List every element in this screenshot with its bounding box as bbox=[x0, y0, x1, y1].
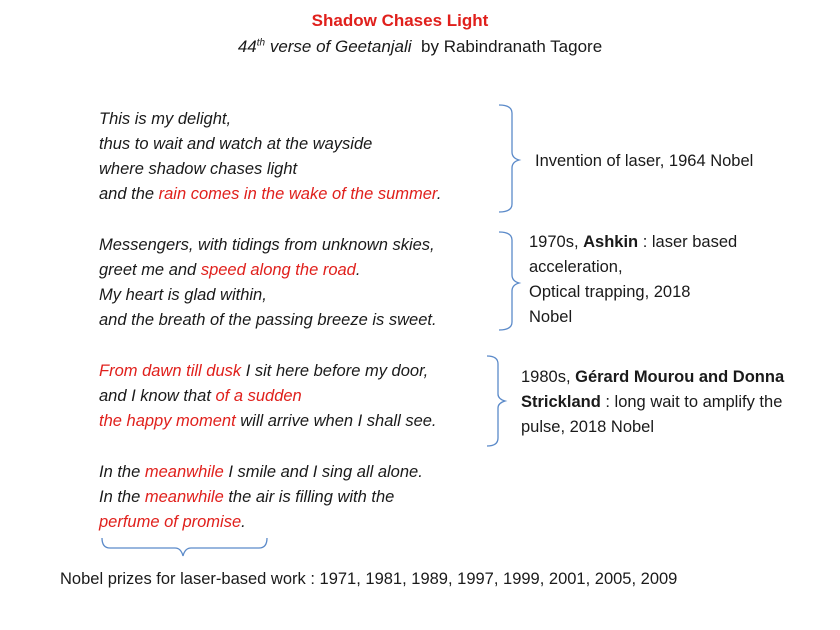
note-ashkin-prefix: 1970s, bbox=[529, 233, 584, 251]
poem-text: I smile and I sing all alone. bbox=[223, 463, 423, 481]
note-mourou-names: Gérard Mourou and Donna bbox=[575, 368, 785, 386]
poem-text: . bbox=[355, 261, 361, 279]
note-mourou-prefix: 1980s, bbox=[521, 368, 576, 386]
right-brace-3 bbox=[487, 356, 505, 446]
note-laser: Invention of laser, 1964 Nobel bbox=[535, 152, 754, 170]
poem-text: the air is filling with the bbox=[223, 488, 395, 506]
note-mourou-line3: pulse, 2018 Nobel bbox=[521, 418, 655, 436]
poem-text: greet me and bbox=[99, 261, 201, 279]
highlighted-phrase: perfume of promise bbox=[99, 513, 242, 531]
highlighted-phrase: rain comes in the wake of the summer bbox=[158, 185, 437, 203]
note-ashkin-name: Ashkin bbox=[583, 233, 639, 251]
right-brace-2 bbox=[499, 232, 519, 330]
poem-text: where shadow chases light bbox=[99, 160, 298, 178]
poem-text: I sit here before my door, bbox=[241, 362, 429, 380]
note-ashkin-line3: Optical trapping, 2018 bbox=[529, 283, 691, 301]
right-brace-1 bbox=[499, 105, 519, 212]
highlighted-phrase: meanwhile bbox=[144, 463, 224, 481]
page-title: Shadow Chases Light bbox=[311, 11, 489, 30]
verse-ordinal: th bbox=[256, 37, 266, 49]
highlighted-phrase: the happy moment bbox=[99, 412, 236, 430]
poem-text: and the bbox=[99, 185, 159, 203]
note-mourou-name2: Strickland bbox=[521, 393, 601, 411]
poem-text: In the bbox=[99, 463, 145, 481]
note-mourou-suffix: : long wait to amplify the bbox=[600, 393, 783, 411]
note-ashkin-suffix: : laser based bbox=[638, 233, 738, 251]
nobel-prize-list: Nobel prizes for laser-based work : 1971, 1981, 1989, 1997, 1999, 2001, 2005, 2009 bbox=[60, 570, 678, 588]
verse-text: verse of Geetanjali bbox=[269, 37, 412, 56]
highlighted-phrase: meanwhile bbox=[144, 488, 224, 506]
highlighted-phrase: of a sudden bbox=[215, 387, 302, 405]
verse-number: 44 bbox=[237, 37, 257, 56]
bottom-brace bbox=[102, 538, 267, 556]
poem-text: and I know that bbox=[99, 387, 216, 405]
highlighted-phrase: From dawn till dusk bbox=[99, 362, 242, 380]
poem-text: This is my delight, bbox=[99, 110, 232, 128]
poem-text: and the breath of the passing breeze is sweet. bbox=[99, 311, 437, 329]
highlighted-phrase: speed along the road bbox=[200, 261, 356, 279]
note-ashkin-line2: acceleration, bbox=[529, 258, 623, 276]
poem-text: Messengers, with tidings from unknown skies, bbox=[99, 236, 435, 254]
poem-text: . bbox=[241, 513, 246, 531]
poem-text: . bbox=[436, 185, 442, 203]
note-ashkin-line4: Nobel bbox=[529, 308, 573, 326]
poem-text: thus to wait and watch at the wayside bbox=[99, 135, 373, 153]
poem-text: My heart is glad within, bbox=[99, 286, 267, 304]
poem-text: In the bbox=[99, 488, 145, 506]
author-credit: by Rabindranath Tagore bbox=[421, 37, 603, 56]
poem-text: will arrive when I shall see. bbox=[235, 412, 437, 430]
